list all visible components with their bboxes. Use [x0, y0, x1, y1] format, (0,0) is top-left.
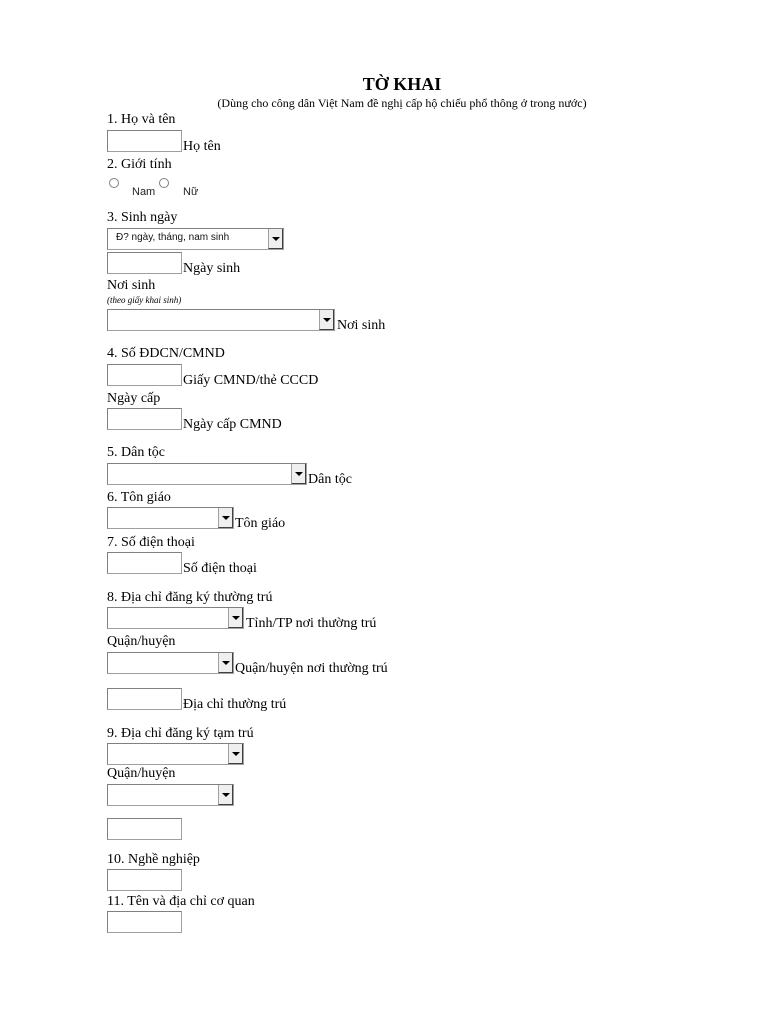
permanent-district-caption: Quận/huyện nơi thường trú — [235, 661, 388, 676]
ethnicity-caption: Dân tộc — [308, 472, 352, 487]
issue-date-input[interactable] — [107, 408, 182, 430]
temporary-address-label: 9. Địa chỉ đăng ký tạm trú — [107, 726, 254, 741]
temporary-district-select[interactable] — [107, 784, 234, 806]
chevron-down-icon[interactable] — [319, 310, 334, 330]
chevron-down-icon[interactable] — [291, 464, 306, 484]
religion-label: 6. Tôn giáo — [107, 490, 171, 505]
gender-option-male: Nam — [132, 186, 156, 198]
gender-radio-male[interactable] — [109, 178, 119, 188]
gender-radio-female[interactable] — [159, 178, 169, 188]
birth-date-input[interactable] — [107, 252, 182, 274]
phone-label: 7. Số điện thoại — [107, 535, 195, 550]
permanent-address-input[interactable] — [107, 688, 182, 710]
phone-caption: Số điện thoại — [183, 561, 257, 576]
permanent-district-select[interactable] — [107, 652, 234, 674]
form-title: TỜ KHAI — [362, 74, 442, 94]
permanent-province-select[interactable] — [107, 607, 244, 629]
religion-caption: Tôn giáo — [235, 516, 286, 531]
permanent-province-caption: Tỉnh/TP nơi thường trú — [246, 616, 377, 631]
workplace-input[interactable] — [107, 911, 182, 933]
ethnicity-label: 5. Dân tộc — [107, 445, 165, 460]
birth-place-note: (theo giấy khai sinh) — [107, 295, 182, 305]
full-name-label: 1. Họ và tên — [107, 112, 176, 127]
gender-label: 2. Giới tính — [107, 157, 172, 172]
id-number-label: 4. Số ĐDCN/CMND — [107, 346, 225, 361]
birth-place-select[interactable] — [107, 309, 335, 331]
birth-place-caption: Nơi sinh — [337, 318, 386, 333]
religion-select[interactable] — [107, 507, 234, 529]
workplace-label: 11. Tên và địa chỉ cơ quan — [107, 894, 255, 909]
permanent-address-caption: Địa chỉ thường trú — [183, 697, 287, 712]
temporary-province-select[interactable] — [107, 743, 244, 765]
occupation-label: 10. Nghề nghiệp — [107, 852, 200, 867]
temporary-district-label: Quận/huyện — [107, 766, 176, 781]
chevron-down-icon[interactable] — [228, 744, 243, 764]
permanent-district-label: Quận/huyện — [107, 634, 176, 649]
permanent-address-label: 8. Địa chỉ đăng ký thường trú — [107, 590, 273, 605]
birth-date-format-select[interactable] — [107, 228, 284, 250]
birth-place-label: Nơi sinh — [107, 278, 156, 293]
chevron-down-icon[interactable] — [228, 608, 243, 628]
birth-date-format-value: Đ? ngày, tháng, nam sinh — [116, 232, 230, 243]
occupation-input[interactable] — [107, 869, 182, 891]
chevron-down-icon[interactable] — [218, 508, 233, 528]
id-number-input[interactable] — [107, 364, 182, 386]
phone-input[interactable] — [107, 552, 182, 574]
id-number-caption: Giấy CMND/thẻ CCCD — [183, 373, 319, 388]
full-name-caption: Họ tên — [183, 139, 221, 154]
chevron-down-icon[interactable] — [268, 229, 283, 249]
chevron-down-icon[interactable] — [218, 785, 233, 805]
gender-option-female: Nữ — [183, 186, 199, 198]
issue-date-caption: Ngày cấp CMND — [183, 417, 282, 432]
issue-date-label: Ngày cấp — [107, 391, 161, 406]
ethnicity-select[interactable] — [107, 463, 307, 485]
birth-date-label: 3. Sinh ngày — [107, 210, 178, 225]
temporary-address-input[interactable] — [107, 818, 182, 840]
form-subtitle: (Dùng cho công dân Việt Nam đề nghị cấp hộ chiếu phổ thông ở trong nước) — [217, 96, 587, 110]
chevron-down-icon[interactable] — [218, 653, 233, 673]
birth-date-caption: Ngày sinh — [183, 261, 241, 276]
full-name-input[interactable] — [107, 130, 182, 152]
